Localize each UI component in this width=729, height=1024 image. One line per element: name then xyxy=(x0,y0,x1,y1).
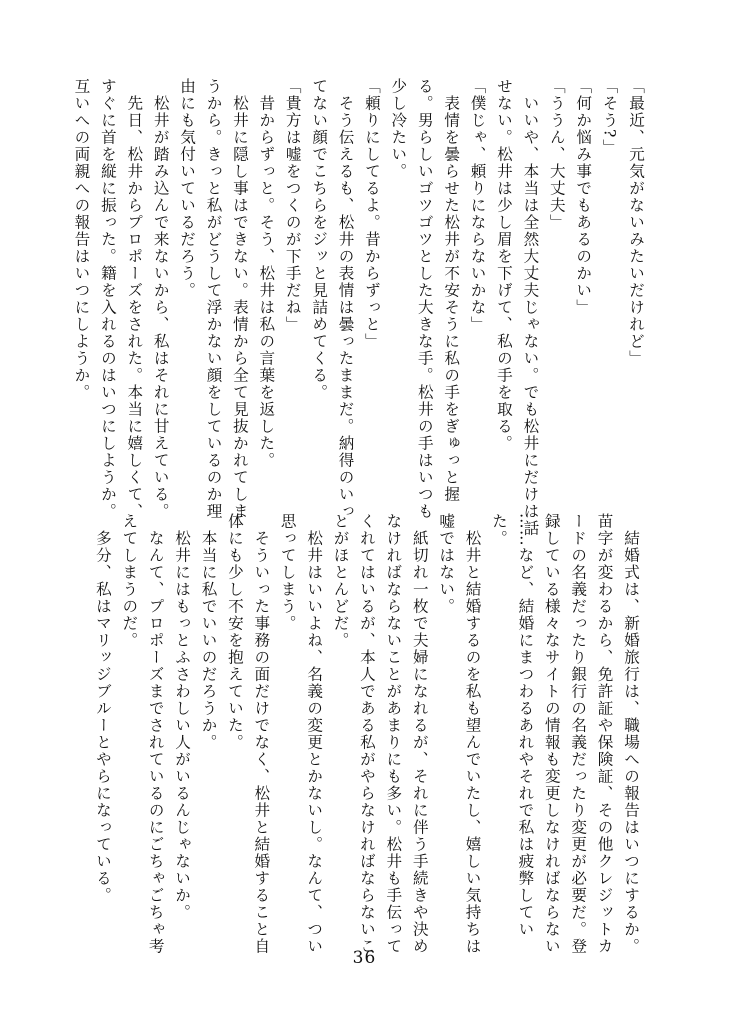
text-line: そう伝えるも、松井の表情は曇ったままだ。納得のいっ xyxy=(336,78,355,520)
text-line: 由にも気付いているだろう。 xyxy=(178,78,197,299)
text-line: くれてはいるが、本人である私がやらなければならないこ xyxy=(357,513,376,955)
text-line: 思ってしまう。 xyxy=(278,513,297,632)
text-block-top xyxy=(72,78,649,537)
text-line: なんて、プロポーズまでされているのにごちゃごちゃ考 xyxy=(146,513,165,955)
text-line: 表情を曇らせた松井が不安そうに私の手をぎゅっと握 xyxy=(442,78,461,503)
text-line: 互いへの両親への報告はいつにしようか。 xyxy=(72,78,91,401)
text-line: 「僕じゃ、頼りにならないかな」 xyxy=(468,78,487,333)
text-line: ……など、結婚にまつわるあれやそれで私は疲弊してい xyxy=(516,513,535,938)
text-line: 多分、私はマリッジブルーとやらになっている。 xyxy=(93,513,112,904)
text-line: いいや、本当は全然大丈夫じゃない。でも松井にだけは話 xyxy=(521,78,540,537)
text-line: 録している様々なサイトの情報も変更しなければならない xyxy=(542,513,561,955)
text-line: る。男らしいゴツゴツとした大きな手。松井の手はいつも xyxy=(415,78,434,520)
text-line: 先日、松井からプロポーズをされた。本当に嬉しくて、 xyxy=(125,78,144,520)
text-line: 松井はいいよね、名義の変更とかないし。なんて、つい xyxy=(305,513,324,955)
text-line: 「何か悩み事でもあるのかい」 xyxy=(574,78,593,316)
text-line: 昔からずっと。そう、松井は私の言葉を返した。 xyxy=(257,78,276,469)
text-line: 松井と結婚するのを私も望んでいたし、嬉しい気持ちは xyxy=(463,513,482,955)
text-block-bottom xyxy=(93,513,644,955)
text-line: 「最近、元気がないみたいだけれど」 xyxy=(627,78,645,367)
text-line: なければならないことがあまりにも多い。松井も手伝って xyxy=(384,513,403,955)
text-line: 松井にはもっとふさわしい人がいるんじゃないか。 xyxy=(173,513,192,921)
text-line: すぐに首を縦に振った。籍を入れるのはいつにしようか。 xyxy=(98,78,117,520)
text-line: 少し冷たい。 xyxy=(389,78,408,180)
text-line: 「ううん、大丈夫」 xyxy=(547,78,566,231)
text-line: とがほとんどだ。 xyxy=(331,513,350,649)
text-line: てない顔でこちらをジッと見詰めてくる。 xyxy=(310,78,329,401)
text-line: そういった事務の面だけでなく、松井と結婚すること自 xyxy=(252,513,271,955)
text-line: 「そう?」 xyxy=(600,78,619,156)
text-line: えてしまうのだ。 xyxy=(120,513,139,649)
text-line: た。 xyxy=(489,513,508,547)
text-line: 苗字が変わるから、免許証や保険証、その他クレジットカ xyxy=(595,513,614,955)
text-line: 松井に隠し事はできない。表情から全て見抜かれてしま xyxy=(230,78,249,520)
text-line: 結婚式は、新婚旅行は、職場への報告はいつにするか。 xyxy=(622,513,640,955)
text-line: 嘘ではない。 xyxy=(437,513,456,615)
page-number: 36 xyxy=(352,948,377,968)
text-line: 「貴方は嘘をつくのが下手だね」 xyxy=(283,78,302,333)
text-line: せない。松井は少し眉を下げて、私の手を取る。 xyxy=(494,78,513,452)
text-line: 紙切れ一枚で夫婦になれるが、それに伴う手続きや決め xyxy=(410,513,429,955)
text-line: ードの名義だったり銀行の名義だったり変更が必要だ。登 xyxy=(569,513,588,955)
text-line: 本当に私でいいのだろうか。 xyxy=(199,513,218,751)
text-line: 松井が踏み込んで来ないから、私はそれに甘えている。 xyxy=(151,78,170,520)
text-line: 体にも少し不安を抱えていた。 xyxy=(225,513,244,751)
text-line: うから。きっと私がどうして浮かない顔をしているのか理 xyxy=(204,78,223,520)
text-line: 「頼りにしてるよ。昔からずっと」 xyxy=(362,78,381,350)
